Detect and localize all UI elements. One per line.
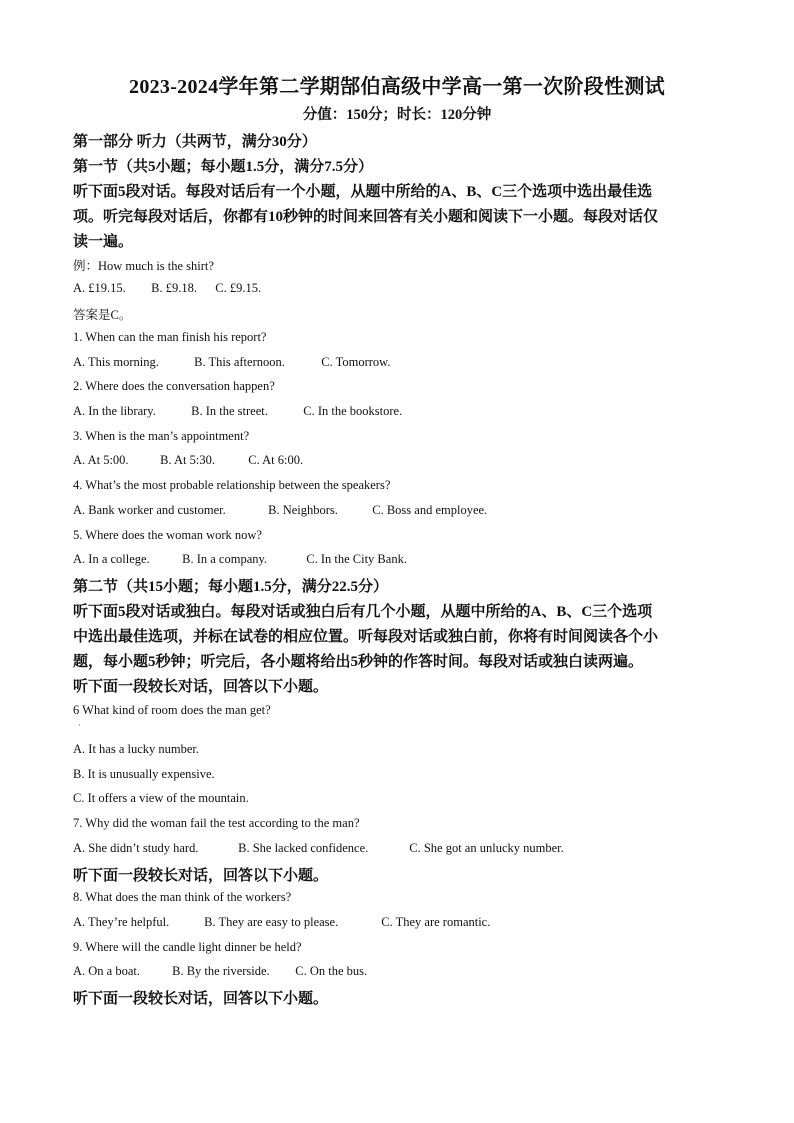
option: C. At 6:00. bbox=[248, 453, 304, 467]
question: 1. When can the man finish his report? bbox=[73, 330, 267, 344]
option: C. It offers a view of the mountain. bbox=[73, 791, 249, 805]
option: B. By the riverside. bbox=[172, 964, 270, 978]
option: B. In the street. bbox=[191, 404, 268, 418]
section1-instruction-line: 听下面5段对话。每段对话后有一个小题，从题中所给的A、B、C三个选项中选出最佳选 bbox=[73, 184, 653, 200]
question-options bbox=[73, 964, 733, 979]
option: C. Boss and employee. bbox=[372, 503, 488, 517]
option: B. It is unusually expensive. bbox=[73, 767, 215, 781]
section2-instruction-line: 听下面5段对话或独白。每段对话或独白后有几个小题，从题中所给的A、B、C三个选项 bbox=[73, 604, 653, 620]
listen-instruction: 听下面一段较长对话，回答以下小题。 bbox=[73, 868, 329, 884]
option: A. £19.15. bbox=[73, 281, 126, 295]
question: 5. Where does the woman work now? bbox=[73, 528, 262, 542]
option: B. Neighbors. bbox=[268, 503, 338, 517]
option: C. She got an unlucky number. bbox=[409, 841, 564, 855]
section2-instruction-line: 中选出最佳选项，并标在试卷的相应位置。听每段对话或独白前，你将有时间阅读各个小 bbox=[73, 629, 659, 645]
option: C. Tomorrow. bbox=[321, 355, 391, 369]
example-answer: 答案是C。 bbox=[73, 308, 132, 322]
question-options bbox=[73, 404, 733, 419]
option: A. At 5:00. bbox=[73, 453, 129, 467]
option: A. She didn’t study hard. bbox=[73, 841, 199, 855]
question: 3. When is the man’s appointment? bbox=[73, 429, 250, 443]
option: A. They’re helpful. bbox=[73, 915, 170, 929]
option: B. They are easy to please. bbox=[204, 915, 339, 929]
option: C. In the City Bank. bbox=[306, 552, 407, 566]
option: B. At 5:30. bbox=[160, 453, 215, 467]
option: A. Bank worker and customer. bbox=[73, 503, 226, 517]
option: A. It has a lucky number. bbox=[73, 742, 200, 756]
option: B. £9.18. bbox=[151, 281, 197, 295]
option: C. £9.15. bbox=[215, 281, 262, 295]
stray-mark: · bbox=[78, 721, 81, 730]
question: 6 What kind of room does the man get? bbox=[73, 703, 271, 717]
question-options bbox=[73, 552, 733, 567]
question: 9. Where will the candle light dinner be held? bbox=[73, 940, 302, 954]
section1-instruction-line: 读一遍。 bbox=[73, 234, 134, 250]
section1-heading: 第一节（共5小题；每小题1.5分，满分7.5分） bbox=[73, 159, 374, 175]
option: B. This afternoon. bbox=[194, 355, 285, 369]
exam-title: 2023-2024学年第二学期郜伯高级中学高一第一次阶段性测试 bbox=[129, 76, 665, 98]
listen-instruction: 听下面一段较长对话，回答以下小题。 bbox=[73, 991, 329, 1007]
question-options bbox=[73, 841, 733, 856]
question-options bbox=[73, 503, 733, 518]
exam-subtitle: 分值：150分；时长：120分钟 bbox=[302, 107, 492, 123]
option: C. They are romantic. bbox=[381, 915, 491, 929]
part1-heading: 第一部分 听力（共两节，满分30分） bbox=[73, 134, 317, 150]
option: A. On a boat. bbox=[73, 964, 140, 978]
question: 7. Why did the woman fail the test according to the man? bbox=[73, 816, 360, 830]
example-question: 例：How much is the shirt? bbox=[73, 259, 214, 273]
option: A. In the library. bbox=[73, 404, 156, 418]
option: C. On the bus. bbox=[295, 964, 368, 978]
option: A. In a college. bbox=[73, 552, 150, 566]
section2-instruction-line: 题，每小题5秒钟；听完后，各小题将给出5秒钟的作答时间。每段对话或独白读两遍。 bbox=[73, 654, 644, 670]
question-options bbox=[73, 453, 733, 468]
listen-instruction: 听下面一段较长对话，回答以下小题。 bbox=[73, 679, 329, 695]
option: A. This morning. bbox=[73, 355, 159, 369]
question: 8. What does the man think of the workers? bbox=[73, 890, 292, 904]
question: 4. What’s the most probable relationship between the speakers? bbox=[73, 478, 391, 492]
example-options bbox=[73, 281, 733, 296]
question: 2. Where does the conversation happen? bbox=[73, 379, 275, 393]
option: B. She lacked confidence. bbox=[238, 841, 369, 855]
section1-instruction-line: 项。听完每段对话后，你都有10秒钟的时间来回答有关小题和阅读下一小题。每段对话仅 bbox=[73, 209, 659, 225]
question-options bbox=[73, 355, 733, 370]
option: B. In a company. bbox=[182, 552, 268, 566]
option: C. In the bookstore. bbox=[303, 404, 403, 418]
section2-heading: 第二节（共15小题；每小题1.5分，满分22.5分） bbox=[73, 579, 389, 595]
question-options bbox=[73, 915, 733, 930]
